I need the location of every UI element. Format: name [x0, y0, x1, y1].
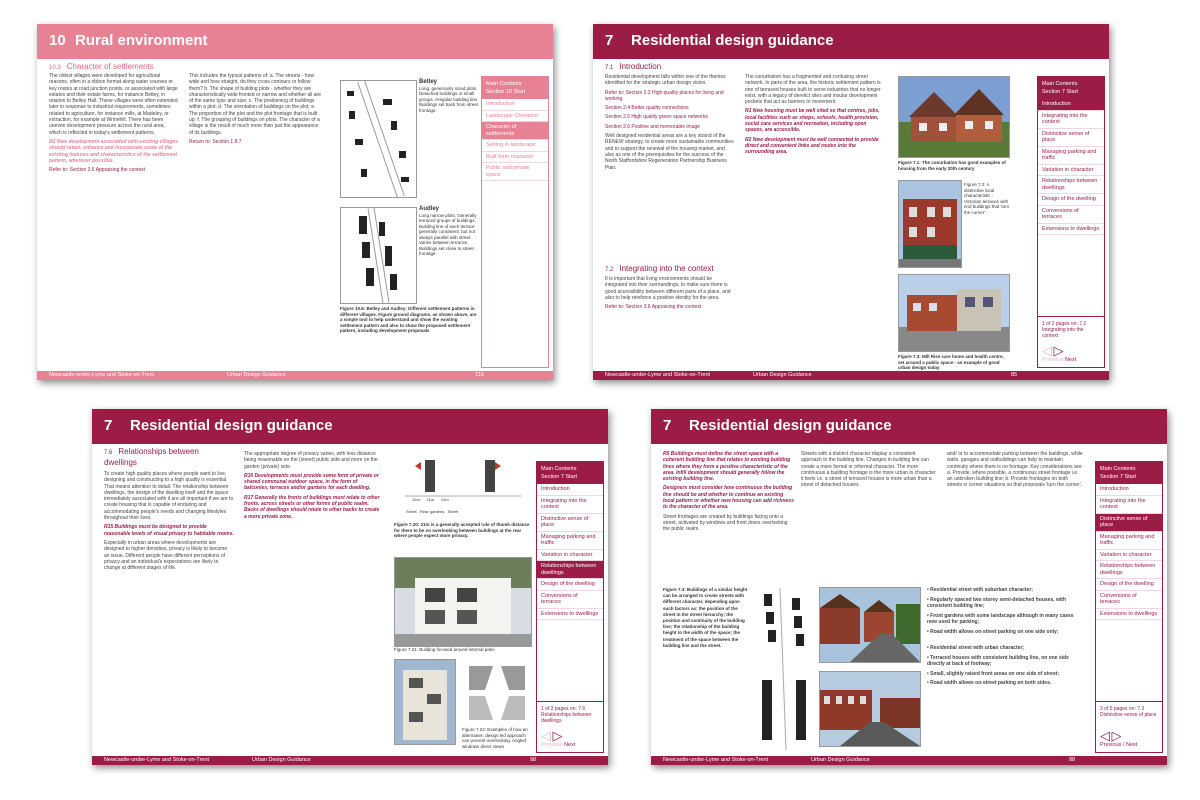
text-column-3 [947, 451, 1083, 492]
page-footer [37, 371, 553, 380]
pagination-box [1096, 701, 1162, 752]
main-contents-link[interactable]: Main Contents [486, 81, 522, 87]
figure-caption-7-20: Figure 7.20: 21m is a generally accepted rule of thumb distance for there to be no overlooking between buildings at the rear where people expect more privacy. [394, 522, 530, 538]
betley-figure-ground-map [340, 80, 417, 198]
figure-caption-7-1: Figure 7.1: The conurbation has good examples of housing from the early 20th century [898, 160, 1006, 171]
nav-item-conversions-terraces[interactable]: Conversions of terraces [1038, 206, 1104, 224]
photo-internal-patio-building [394, 557, 532, 647]
section-title: Relationships between dwellings [104, 447, 199, 467]
previous-arrow-icon[interactable]: ◁ [1100, 728, 1110, 743]
body-paragraph: and/ or to accommodate parking between the buildings, while walls, garages and outbuildings can help to maintain continuity where there is no frontage. Key considerations are: a. Provide, where possible, a continuous street frontage i.e. an unbroken building line; b. Provide frontages on both streets in corner situations so that proposals 'turn the corner'. [947, 451, 1083, 489]
photo-victorian-terraces [898, 180, 962, 268]
photo-urban-terraced-street [819, 671, 921, 747]
requirement-r1: R1 New housing must be well sited so that centres, jobs, local facilities such as shops, schools, health provision, social care services and recreation, including open spaces, are accessible. [745, 108, 880, 134]
document-page-relationships-between-dwellings [92, 409, 608, 765]
previous-arrow-icon[interactable]: ◁ [1042, 343, 1052, 358]
section-navigation [1037, 76, 1105, 368]
navigation-header [1038, 77, 1104, 99]
nav-item-integrating-context[interactable]: Integrating into the context [537, 496, 603, 514]
text-column-2 [745, 74, 885, 159]
nav-item-extensions-dwellings[interactable]: Extensions to dwellings [1096, 609, 1162, 621]
distance-12m: 12m [440, 497, 449, 502]
page-title [605, 32, 834, 49]
page-header [593, 24, 1109, 59]
list-item: • Regularly spaced two storey semi-detached houses, with consistent building line; [927, 596, 1067, 609]
figure-caption-7-2: Figure 7.2: A distinctive local characteristic - Victorian terraces with end buildings that 'turn the corner' [964, 182, 1010, 215]
footer-document-title: Urban Design Guidance [252, 757, 311, 763]
chapter-number: 7 [104, 417, 113, 434]
figure-caption-7-22: Figure 7.22: Examples of how an alternative, design led approach can prevent overlooking. Angled windows direct views [462, 727, 528, 749]
navigation-header [537, 462, 603, 484]
figure-caption-7-3: Figure 7.3: Mill Rise care home and health centre, set around a public space - an example of good urban design today [898, 354, 1004, 370]
list-item: • Small, slightly raised front areas on one side of street; [927, 670, 1060, 677]
previous-link[interactable]: Previous [1100, 742, 1122, 748]
text-column-1b [605, 276, 735, 313]
page-title [663, 417, 892, 434]
nav-item-variation-character[interactable]: Variation in character [537, 550, 603, 562]
nav-item-design-dwelling[interactable]: Design of the dwelling [537, 579, 603, 591]
cross-reference-link[interactable]: Section 2.5 High quality green space networks [605, 114, 708, 121]
distance-label [412, 497, 449, 503]
bullet-text: Road width allows on-street parking on both sides. [930, 680, 1052, 686]
main-contents-link[interactable]: Main Contents [1100, 466, 1136, 472]
nav-item-integrating-context[interactable]: Integrating into the context [1096, 496, 1162, 514]
chapter-title: Rural environment [75, 32, 208, 49]
footer-document-title: Urban Design Guidance [753, 372, 812, 378]
list-item: • Front gardens with some landscape although in many cases now used for parking; [927, 612, 1074, 625]
chapter-title: Residential design guidance [689, 417, 892, 434]
design-consideration: Designers must consider how continuous the building line should be and whether to continue an existing local pattern or whether new housing can add richness to the character of the area. [663, 485, 794, 511]
chapter-number: 7 [605, 32, 614, 49]
section-heading-2 [605, 264, 714, 273]
bullet-text: Front gardens with some landscape although in many cases now used for parking; [927, 612, 1074, 625]
next-arrow-icon[interactable]: ▷ [1111, 728, 1122, 743]
audley-description: Long narrow plots. Generally terraced groups of buildings. Building line of each terrace generally consistent, but not always parallel with street. Varies between terraces. Buildings set close to street frontage. [419, 212, 477, 256]
next-link[interactable]: Next [1126, 742, 1138, 748]
next-arrow-icon[interactable]: ▷ [552, 728, 563, 743]
section-title: Integrating into the context [619, 264, 714, 273]
nav-item-design-dwelling[interactable]: Design of the dwelling [1038, 194, 1104, 206]
section-heading [605, 62, 661, 71]
body-paragraph: The oldest villages were developed for agricultural reasons, often in a ribbon format along water courses or key routes at road junction points, or associated with large estates and their estate farms, for instance Betley, in relation to Betley Hall. These villages were often extended later in response to industrial requirements, sometimes related to agriculture, for instance mills, at Madeley, or extraction, for example at Wrinehill. There has been uneven development pressure across the rural area, which is reflected in today's settlement patterns. [49, 73, 178, 136]
distance-21m: 21m [426, 497, 435, 502]
cross-reference-link[interactable]: Refer to: Section 3.6 Appraising the context [605, 304, 702, 311]
text-column-2 [244, 451, 382, 523]
cross-reference-link[interactable]: Refer to: Section 2.3 High quality places for living and working [605, 89, 724, 102]
nav-item-introduction[interactable]: Introduction [537, 484, 603, 496]
nav-item-public-private-space[interactable]: Public and private space [482, 163, 548, 181]
betley-title: Betley [419, 79, 438, 85]
nav-item-conversions-terraces[interactable]: Conversions of terraces [1096, 591, 1162, 609]
bullet-text: Residential street with urban character; [930, 645, 1025, 651]
betley-description: Long, generously sized plots. Detached buildings or small groups. Irregular building line. Buildings set back from street frontage. [419, 85, 479, 113]
body-paragraph: Street frontages are created by buildings facing onto a street, activated by windows and front doors overlooking the public realm. [663, 513, 788, 533]
nav-item-variation-character[interactable]: Variation in character [1038, 165, 1104, 177]
section-heading [49, 62, 154, 71]
previous-link[interactable]: Previous [1042, 357, 1064, 363]
list-item: • Residential street with urban character; [927, 645, 1025, 651]
text-column-1 [663, 451, 795, 536]
photo-early-20th-century-houses [898, 76, 1010, 158]
footer-document-title: Urban Design Guidance [811, 757, 870, 763]
main-contents-link[interactable]: Main Contents [541, 466, 577, 472]
requirement-r17: R17 Generally the fronts of buildings must relate to other fronts, across streets or other forms of public realm. Backs of dwellings should relate to other backs to create a more private zone. [244, 494, 380, 520]
navigation-header [482, 77, 548, 99]
body-paragraph: Especially in urban areas where developments are designed to higher densities, privacy is likely to become an issue. Different people have different perceptions of privacy and an individual's expectations are likely to change at different stages of life. [104, 539, 228, 572]
cross-reference-link[interactable]: Refer to: Section 3.6 Appraising the context [49, 167, 146, 174]
text-column-1 [605, 74, 735, 174]
main-contents-link[interactable]: Main Contents [1042, 81, 1078, 87]
nav-item-built-form-character[interactable]: Built form character [482, 152, 548, 164]
figure-caption: Figure 10.6: Betley and Audley: Different settlement patterns in different villages. Figure ground diagrams, as shown above, are a simple tool to help understand and show the existing settlement pattern and also to show the proposed settlement pattern, including development proposals [340, 306, 477, 333]
requirement-r15: R15 Buildings must be designed to provide reasonable levels of visual privacy to habitable rooms. [104, 524, 234, 537]
nav-item-integrating-context[interactable]: Integrating into the context [1038, 111, 1104, 129]
pagination-controls [1042, 344, 1076, 363]
navigation-header [1096, 462, 1162, 484]
body-paragraph: To create high quality places where people want to live, designing and constructing to a high quality is essential. That means attention to detail. The relationship between dwellings, the design of the dwelling itself and the space immediately associated with it are all important if we are to create housing that is capable of enduring and accommodating people's needs and changing lifestyles throughout their lives. [104, 471, 234, 522]
section-number: 7.2 [605, 267, 614, 273]
nav-item-introduction[interactable]: Introduction [482, 99, 548, 111]
requirement-r16: R16 Developments must provide some form of private or shared communal outdoor space, in the form of balconies, terraces and/or gardens for each dwelling. [244, 472, 379, 492]
section-start-link[interactable]: Section 10 Start [486, 89, 526, 95]
betley-notes [419, 80, 481, 113]
return-link[interactable]: Return to: Section 1.8.7 [189, 138, 242, 145]
list-item: • Residential street with suburban character; [927, 587, 1033, 593]
section-number: 7.1 [605, 65, 614, 71]
next-link[interactable]: Next [563, 742, 576, 748]
nav-item-parking-traffic[interactable]: Managing parking and traffic [1038, 147, 1104, 165]
nav-item-extensions-dwellings[interactable]: Extensions to dwellings [1038, 224, 1104, 236]
requirement-r5: R5 Buildings must define the street space with a coherent building line that relates to existing building lines where they form a positive characteristic of the area. Infill development should generally follow the existing building line. [663, 451, 791, 483]
section-start-link[interactable]: Section 7 Start [541, 474, 578, 480]
document-page-distinctive-sense-of-place [651, 409, 1167, 765]
distance-12m: 12m [412, 497, 420, 502]
footer-organisation: Newcastle-under-Lyme and Stoke-on-Trent [49, 372, 155, 378]
bullet-text: Regularly spaced two storey semi-detached houses, with consistent building line; [927, 596, 1067, 609]
page-header [92, 409, 608, 444]
previous-link[interactable]: Previous [541, 742, 563, 748]
page-header [651, 409, 1167, 444]
page-footer [651, 756, 1167, 765]
pagination-controls: ◁ ▷ Previous / Next [1100, 728, 1138, 748]
audley-title: Audley [419, 206, 440, 212]
nav-item-parking-traffic[interactable]: Managing parking and traffic [537, 532, 603, 550]
body-paragraph: Streets with a distinct character display a consistent approach to the building line. Changes in building line can create a more formal or informal character. The more continuous a building frontage is the more urban in character it feels i.e. a street of terraced houses is more urban than a street of detached houses. [801, 451, 936, 489]
section-title: Introduction [619, 62, 662, 71]
nav-item-sense-of-place[interactable]: Distinctive sense of place [1096, 514, 1162, 532]
text-column-1 [49, 73, 179, 176]
next-arrow-icon[interactable]: ▷ [1053, 343, 1064, 358]
section-heading [104, 447, 224, 467]
pagination-box [1038, 316, 1104, 367]
body-paragraph: Residential development falls within one of the themes identified for the strategic urban design vision. [605, 74, 726, 87]
nav-item-setting-in-landscape[interactable]: Setting in landscape [482, 140, 548, 152]
figure-caption-7-3: Figure 7.3: Buildings of a similar height can be arranged to create streets with different character, depending upon such factors as: the position of the street in the street hierarchy; the position and continuity of the building line; the relationship of the building height to the width of the space; the treatment of the space between the building line and the street. [663, 587, 748, 648]
list-item: • Road width allows on-street parking on one side only; [927, 628, 1059, 635]
nav-item-introduction[interactable]: Introduction [1096, 484, 1162, 496]
figure-caption-7-21: Figure 7.21: Building focused around internal patio [394, 647, 495, 652]
pagination-controls [541, 729, 575, 748]
chapter-title: Residential design guidance [130, 417, 333, 434]
building-line-diagram [755, 587, 815, 751]
nav-item-sense-of-place[interactable]: Distinctive sense of place [537, 514, 603, 532]
next-link[interactable]: Next [1064, 357, 1077, 363]
nav-item-conversions-terraces[interactable]: Conversions of terraces [537, 591, 603, 609]
audley-figure-ground-map [340, 207, 417, 304]
zone-street: Street [447, 509, 459, 514]
page-position-info: 3 of 5 pages on: 7.3 Distinctive sense of place [1100, 706, 1157, 718]
section-navigation [536, 461, 604, 753]
cross-reference-link[interactable]: Section 2.6 Positive and memorable image [605, 123, 701, 130]
nav-item-introduction[interactable]: Introduction [1038, 99, 1104, 111]
angled-window-plan-diagram [462, 659, 532, 727]
nav-item-extensions-dwellings[interactable]: Extensions to dwellings [537, 609, 603, 621]
page-number: 88 [1069, 757, 1076, 763]
document-page-rural-environment [37, 24, 553, 380]
requirement-r2: R2 New development must be well connected to provide direct and convenient links and routes into the surrounding area. [745, 136, 879, 156]
text-column-1 [104, 471, 234, 574]
section-number: 10.3 [49, 65, 61, 71]
section-number: 7.6 [104, 450, 113, 456]
nav-item-relationships-dwellings[interactable]: Relationships between dwellings [537, 561, 603, 579]
section-navigation [1095, 461, 1163, 753]
nav-item-parking-traffic[interactable]: Managing parking and traffic [1096, 532, 1162, 550]
list-item: • Road width allows on-street parking on both sides. [927, 680, 1052, 686]
footer-organisation: Newcastle-under-Lyme and Stoke-on-Trent [663, 757, 769, 763]
cross-reference-link[interactable]: Section 2.4 Better quality connections [605, 105, 689, 112]
body-paragraph: Well designed residential areas are a key strand of the RENEW strategy, to create more sustainable communities and to support the renewal of the housing market, and also as one of the prerequisites for the success of the North Staffordshire Regeneration Partnership Business Plan. [605, 133, 734, 171]
page-number: 110 [475, 372, 484, 378]
page-footer [92, 756, 608, 765]
body-paragraph: The appropriate degree of privacy varies, with less distance being reasonable on the (street) public side and more on the garden (private) side. [244, 451, 378, 470]
bullet-text: Road width allows on-street parking on one side only; [930, 628, 1059, 635]
chapter-number: 7 [663, 417, 672, 434]
zone-street: Street [406, 509, 417, 514]
nav-item-relationships-dwellings[interactable]: Relationships between dwellings [1096, 561, 1162, 579]
photo-mill-rise-care-home [898, 274, 1010, 352]
footer-organisation: Newcastle-under-Lyme and Stoke-on-Trent [104, 757, 210, 763]
zone-rear-gardens: Rear gardens [420, 509, 445, 514]
bullet-text: Terraced houses with consistent building line, on one side directly at back of footway; [927, 654, 1069, 667]
page-title [104, 417, 333, 434]
section-navigation [481, 76, 549, 368]
section-start-link[interactable]: Section 7 Start [1042, 89, 1079, 95]
audley-notes [419, 207, 481, 257]
bullet-text: Residential street with suburban character; [930, 587, 1033, 593]
section-title: Character of settlements [66, 62, 154, 71]
nav-item-relationships-dwellings[interactable]: Relationships between dwellings [1038, 176, 1104, 194]
page-number: 85 [1011, 372, 1018, 378]
chapter-number: 10 [49, 32, 66, 49]
previous-arrow-icon[interactable]: ◁ [541, 728, 551, 743]
list-item: • Terraced houses with consistent building line, on one side directly at back of footway; [927, 654, 1069, 667]
nav-item-landscape-character[interactable]: Landscape Character [482, 111, 548, 123]
photo-angled-windows [394, 659, 456, 745]
nav-item-sense-of-place[interactable]: Distinctive sense of place [1038, 129, 1104, 147]
document-page-introduction [593, 24, 1109, 380]
photo-suburban-street [819, 587, 921, 663]
nav-item-variation-character[interactable]: Variation in character [1096, 550, 1162, 562]
bullet-text: Small, slightly raised front areas on one side of street; [930, 670, 1060, 677]
body-paragraph: The conurbation has a fragmented and confusing street network. In parts of the area, the historic settlement pattern is one of terraced houses built to serve industries that no longer exist, with a legacy of derelict sites and insular development pockets that act as barriers to movement. [745, 74, 881, 106]
zone-labels [406, 509, 458, 515]
footer-organisation: Newcastle-under-Lyme and Stoke-on-Trent [605, 372, 711, 378]
characteristics-list [927, 587, 1083, 690]
page-footer [593, 371, 1109, 380]
body-paragraph: This includes the typical patterns of: a. The streets - how wide and how straight, do they cross contours or follow them? b. The shape of building plots - whether they are characteristically wide fronted or narrow and whether all are of the same type and size; c. The positioning of buildings within a plot; d. The orientation of buildings on the plot; e. The proportion of the plot and the plot frontage that is built up; f. The grouping of buildings on plots. The character of a village is the result of much more than just the appearance of its buildings. [189, 73, 322, 136]
requirement-r2: R2 New development associated with existing villages should retain, enhance and incorporate some of the existing features and characteristics of the settlement pattern, wherever possible. [49, 138, 178, 164]
page-header [37, 24, 553, 59]
text-column-2 [801, 451, 937, 492]
text-column-2 [189, 73, 321, 148]
nav-item-design-dwelling[interactable]: Design of the dwelling [1096, 579, 1162, 591]
page-position-info: 1 of 2 pages on: 7.2 Integrating into the context [1042, 321, 1087, 339]
page-title [49, 32, 208, 49]
footer-document-title: Urban Design Guidance [227, 372, 286, 378]
page-position-info: 1 of 2 pages on: 7.6 Relationships between dwellings [541, 706, 592, 724]
page-number: 98 [530, 757, 537, 763]
section-start-link[interactable]: Section 7 Start [1100, 474, 1137, 480]
body-paragraph: It is important that living environments should be integrated into their surroundings, to make sure there is good accessibility between different parts of a place, and also to help reinforce a positive identity for the area. [605, 276, 731, 301]
pagination-box [537, 701, 603, 752]
chapter-title: Residential design guidance [631, 32, 834, 49]
nav-item-character-of-settlements[interactable]: Character of settlements [482, 122, 548, 140]
